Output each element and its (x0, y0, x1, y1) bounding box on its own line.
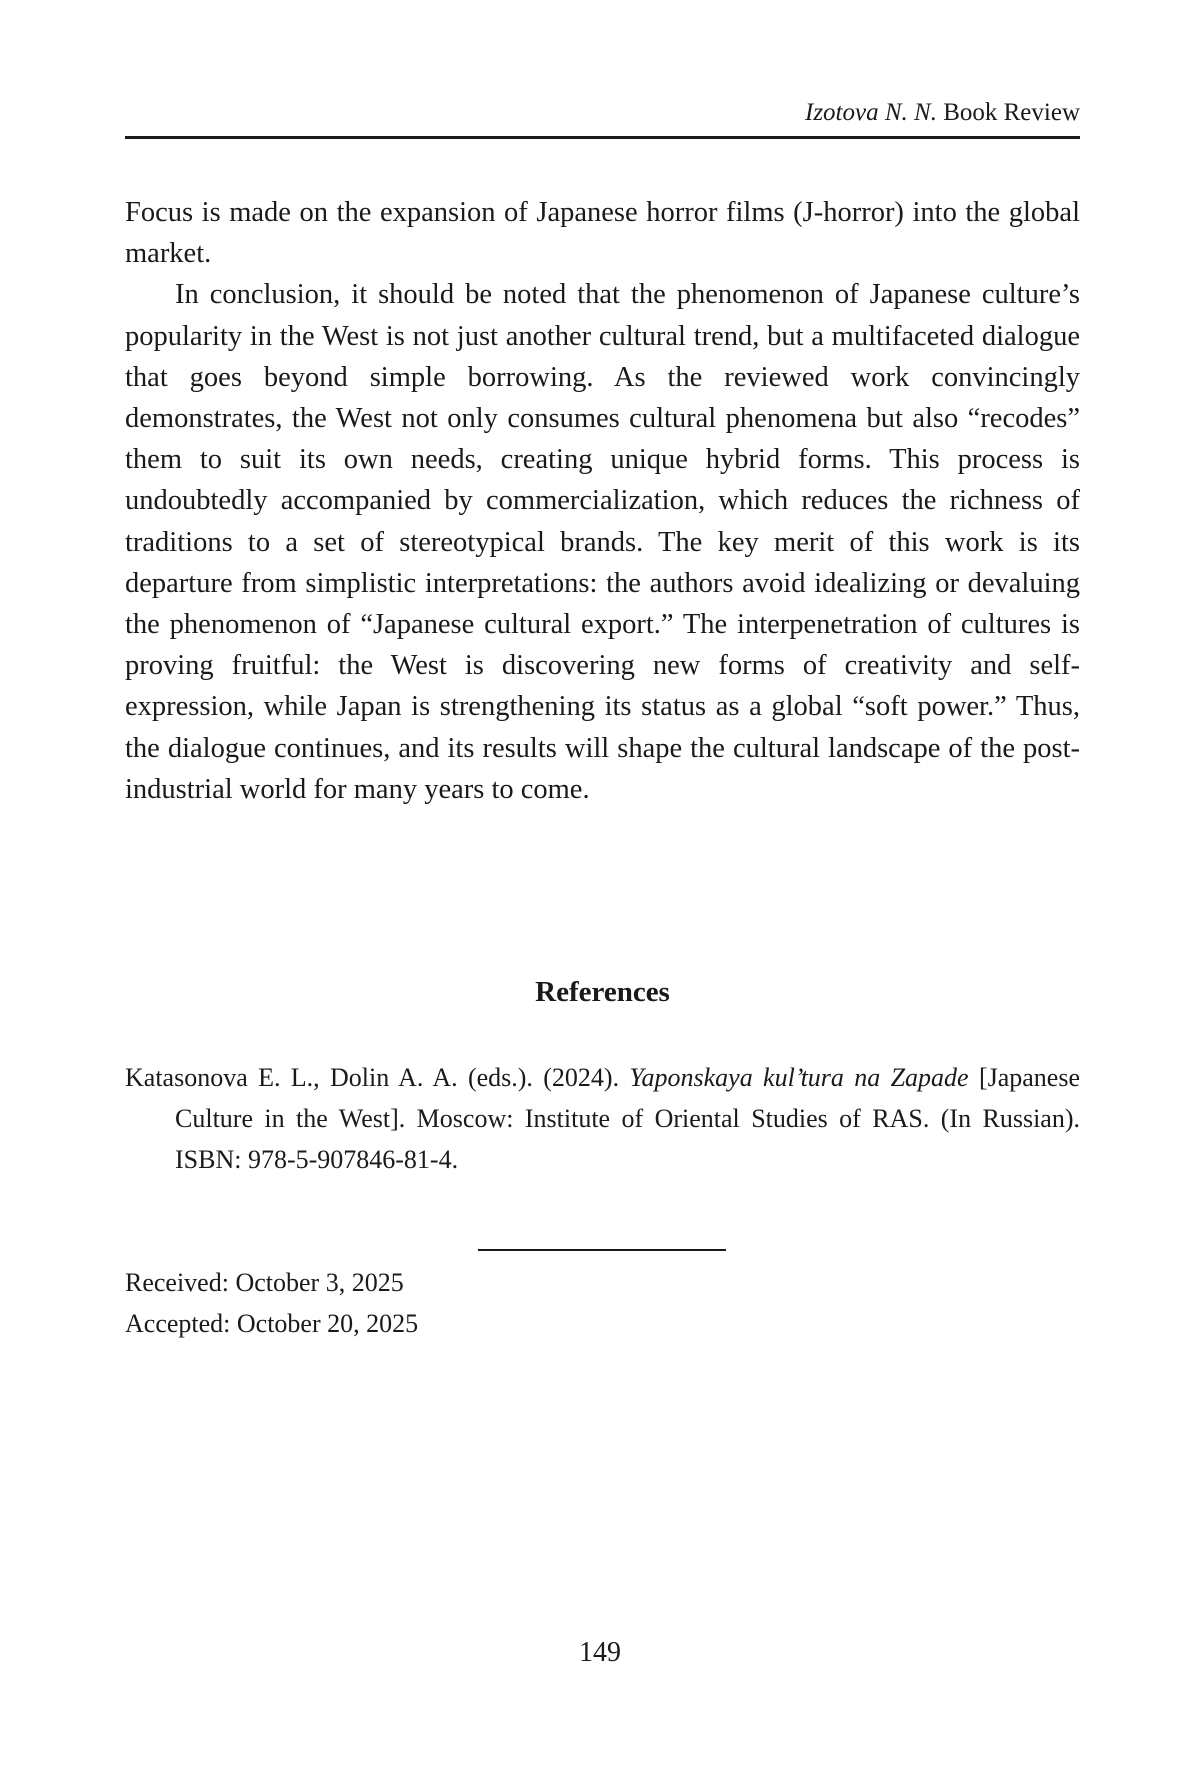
accepted-date: Accepted: October 20, 2025 (125, 1309, 419, 1338)
article-dates (125, 1262, 418, 1344)
received-date: Received: October 3, 2025 (125, 1268, 404, 1297)
reference-title: Yaponskaya kul’tura na Zapade (629, 1063, 969, 1092)
header-author: Izotova N. N. (805, 99, 937, 126)
reference-details: [Japanese Culture in the West]. Moscow: Institute of Oriental Studies of RAS. (In Russian). ISBN: 978-5-907846-81-4. (175, 1063, 1081, 1174)
body-paragraph: Focus is made on the expansion of Japanese horror films (J-horror) into the global market. (125, 197, 1080, 270)
reference-authors: Katasonova E. L., Dolin A. A. (eds.). (2024). (125, 1063, 630, 1092)
page-number: 149 (579, 1637, 621, 1668)
header-section: Book Review (943, 99, 1080, 126)
reference-entry (125, 1057, 1080, 1180)
article-body (125, 192, 1080, 810)
conclusion-paragraph: In conclusion, it should be noted that the phenomenon of Japanese culture’s popularity in the West is not just another cultural trend, but a multifaceted dialogue that goes beyond simple borrowing. As the reviewed work convincingly demonstrates, the West not only consumes cultural phenomena but also “recodes” them to suit its own needs, creating unique hybrid forms. This process is undoubtedly accompanied by commercialization, which reduces the richness of traditions to a set of stereotypical brands. The key merit of this work is its departure from simplistic interpretations: the authors avoid idealizing or devaluing the phenomenon of “Japanese cultural export.” The interpenetration of cultures is proving fruitful: the West is discovering new forms of creativity and self-expression, while Japan is strengthening its status as a global “soft power.” Thus, the dialogue continues, and its results will shape the cultural landscape of the post-industrial world for many years to come. (125, 279, 1080, 805)
section-divider (478, 1249, 726, 1251)
running-head (125, 94, 1080, 139)
references-heading: References (535, 976, 670, 1008)
